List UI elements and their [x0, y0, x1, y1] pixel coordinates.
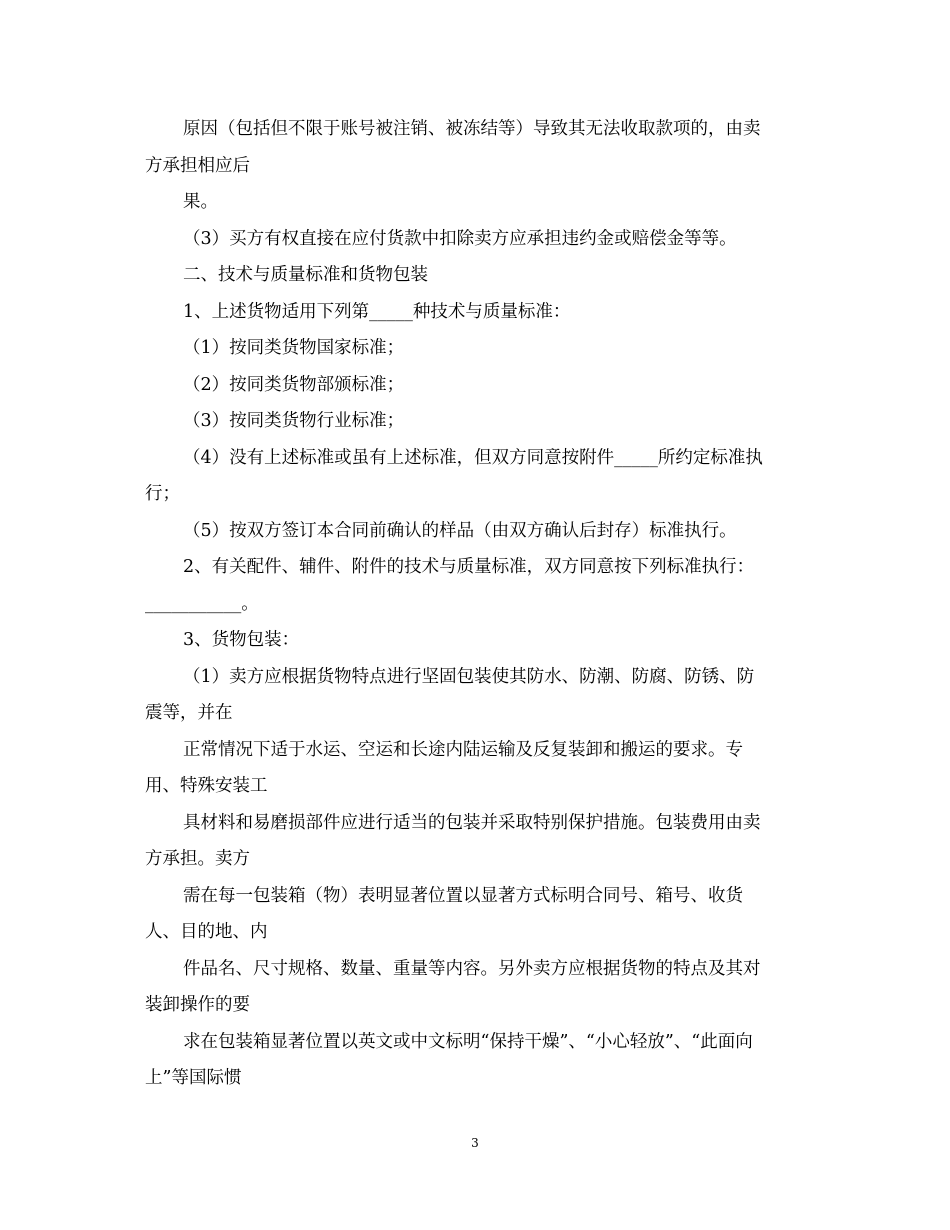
text-line: 需在每一包装箱（物）表明显著位置以显著方式标明合同号、箱号、收货 — [183, 885, 743, 906]
text-line: 方承担相应后 — [145, 155, 250, 176]
list-item: （1）卖方应根据货物特点进行坚固包装使其防水、防潮、防腐、防锈、防 — [183, 666, 755, 687]
text-line: 装卸操作的要 — [145, 995, 250, 1015]
text-line: 果。 — [183, 192, 218, 212]
text-line: 求在包装箱显著位置以英文或中文标明“保持干燥”、“小心轻放”、“此面向 — [183, 1031, 753, 1052]
list-item: （5）按双方签订本合同前确认的样品（由双方确认后封存）标准执行。 — [183, 520, 737, 541]
text-line: （3）买方有权直接在应付货款中扣除卖方应承担违约金或赔偿金等等。 — [183, 228, 737, 249]
text-line: 1、上述货物适用下列第_____种技术与质量标准： — [183, 301, 571, 322]
text-line: 3、货物包装： — [183, 630, 300, 650]
list-item: （1）按同类货物国家标准； — [183, 338, 405, 358]
section-heading: 二、技术与质量标准和货物包装 — [183, 265, 428, 285]
text-line: 原因（包括但不限于账号被注销、被冻结等）导致其无法收取款项的，由卖 — [183, 119, 761, 139]
text-line: 2、有关配件、辅件、附件的技术与质量标准，双方同意按下列标准执行： — [183, 557, 755, 577]
text-line: 具材料和易磨损部件应进行适当的包装并采取特别保护措施。包装费用由卖 — [183, 812, 761, 833]
text-line: 用、特殊安装工 — [145, 776, 268, 796]
text-line: 件品名、尺寸规格、数量、重量等内容。另外卖方应根据货物的特点及其对 — [183, 958, 761, 979]
text-line: 人、目的地、内 — [145, 922, 268, 942]
fill-in-blank-line: ___________。 — [145, 593, 259, 614]
list-item: （2）按同类货物部颁标准； — [183, 374, 405, 395]
text-line: 行； — [145, 484, 180, 504]
text-line: 上”等国际惯 — [145, 1068, 242, 1088]
list-item: （3）按同类货物行业标准； — [183, 411, 405, 431]
text-line: 震等，并在 — [145, 703, 233, 723]
text-line: 正常情况下适于水运、空运和长途内陆运输及反复装卸和搬运的要求。专 — [183, 739, 743, 760]
text-line: 方承担。卖方 — [145, 849, 250, 869]
page-number: 3 — [471, 1136, 479, 1150]
list-item: （4）没有上述标准或虽有上述标准，但双方同意按附件_____所约定标准执 — [183, 447, 763, 468]
document-body — [145, 117, 805, 1103]
